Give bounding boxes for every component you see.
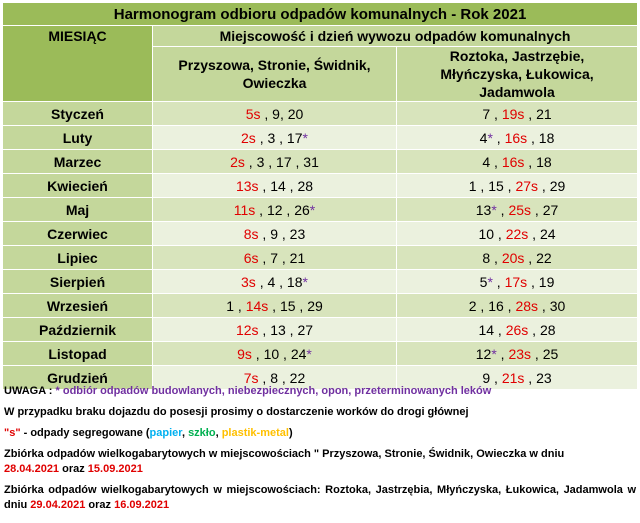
segregated-date: 11s	[233, 201, 256, 218]
group1-dates-cell	[153, 198, 397, 222]
group2-dates-cell	[397, 246, 638, 270]
date-text: 8 ,	[482, 249, 502, 266]
group2-dates-cell	[397, 102, 638, 126]
group1-dates-cell	[153, 126, 397, 150]
date-text: ,	[492, 129, 505, 146]
segregated-date: 19s	[501, 105, 525, 122]
table-row	[3, 102, 638, 126]
notes-section	[4, 384, 636, 513]
date-text: 13	[475, 201, 492, 218]
date-text: , 30	[538, 297, 566, 314]
bulky2-date1: 29.04.2021	[30, 499, 86, 511]
date-text: , 14 , 28	[258, 177, 314, 194]
segregated-date: 23s	[508, 345, 532, 362]
month-cell: Październik	[3, 318, 153, 342]
group2-dates-cell	[397, 318, 638, 342]
group1-dates-cell	[153, 318, 397, 342]
segregated-date: 22s	[505, 225, 529, 242]
date-text: , 7 , 21	[258, 249, 306, 266]
bulky1-date2: 15.09.2021	[87, 463, 143, 475]
segregated-date: 16s	[501, 153, 525, 170]
date-text: , 12 , 26	[255, 201, 310, 218]
group2-dates-cell	[397, 294, 638, 318]
segregated-date: 5s	[245, 105, 261, 122]
table-row	[3, 270, 638, 294]
date-text: 1 ,	[226, 297, 246, 314]
table-row	[3, 318, 638, 342]
special-waste-marker: *	[302, 273, 308, 290]
date-text: 5	[479, 273, 488, 290]
date-text: , 8 , 22	[258, 369, 306, 386]
special-waste-marker: *	[487, 129, 493, 146]
segregated-date: 2s	[230, 153, 245, 170]
date-text: ,	[496, 345, 509, 362]
date-text: , 21	[524, 105, 552, 122]
special-waste-marker: *	[487, 273, 493, 290]
uwaga-note	[4, 384, 636, 399]
schedule-table	[2, 2, 638, 390]
date-text: 14 ,	[478, 321, 506, 338]
uwaga-label: UWAGA :	[4, 385, 56, 397]
table-row	[3, 126, 638, 150]
date-text: , 27	[531, 201, 559, 218]
month-cell: Grudzień	[3, 366, 153, 390]
date-text: , 24	[528, 225, 556, 242]
segregated-date: 2s	[241, 129, 256, 146]
segregated-date: 12s	[235, 321, 259, 338]
special-waste-marker: *	[306, 345, 312, 362]
bulky2-text: Zbiórka odpadów wielkogabarytowych w miejscowościach: Roztoka, Jastrzębia, Młyńczyska, Łukowica, Jadamwola w dniu	[4, 484, 636, 511]
segregated-date: 13s	[235, 177, 259, 194]
separator: ,	[215, 427, 222, 439]
date-text: , 18	[524, 153, 552, 170]
table-row	[3, 150, 638, 174]
date-text: 10 ,	[478, 225, 506, 242]
places-header: Miejscowość i dzień wywozu odpadów komunalnych	[153, 26, 638, 47]
segregated-date: 20s	[501, 249, 525, 266]
date-text: , 28	[528, 321, 556, 338]
date-text: 4	[479, 129, 488, 146]
segregated-date: 26s	[505, 321, 529, 338]
date-text: , 15 , 29	[268, 297, 323, 314]
special-waste-marker: *	[302, 129, 308, 146]
date-text: , 18	[527, 129, 555, 146]
group2-dates-cell	[397, 270, 638, 294]
group2-dates-cell	[397, 222, 638, 246]
group1-header: Przyszowa, Stronie, Świdnik, Owieczka	[153, 47, 397, 102]
month-cell: Marzec	[3, 150, 153, 174]
special-waste-marker: *	[491, 345, 497, 362]
month-cell: Czerwiec	[3, 222, 153, 246]
table-row	[3, 342, 638, 366]
month-cell: Kwiecień	[3, 174, 153, 198]
group1-dates-cell	[153, 294, 397, 318]
date-text: , 4 , 18	[255, 273, 303, 290]
group2-dates-cell	[397, 126, 638, 150]
table-row	[3, 294, 638, 318]
segregated-date: 7s	[243, 369, 259, 386]
date-text: , 13 , 27	[258, 321, 314, 338]
date-text: 7 ,	[482, 105, 502, 122]
closing-paren: )	[288, 427, 293, 439]
group1-dates-cell	[153, 174, 397, 198]
segregated-date: 3s	[241, 273, 256, 290]
bulky1-and: oraz	[59, 463, 88, 475]
segregated-date: 27s	[515, 177, 539, 194]
segregated-date: 17s	[504, 273, 528, 290]
month-cell: Listopad	[3, 342, 153, 366]
paper-label: papier	[149, 427, 182, 439]
group2-header: Roztoka, Jastrzębie, Młyńczyska, Łukowica, Jadamwola	[397, 47, 638, 102]
date-text: 2 , 16 ,	[468, 297, 516, 314]
special-waste-marker: *	[491, 201, 497, 218]
bulky1-date1: 28.04.2021	[4, 463, 60, 475]
segregated-date: 28s	[515, 297, 539, 314]
date-text: 1 , 15 ,	[468, 177, 516, 194]
group1-dates-cell	[153, 150, 397, 174]
group1-dates-cell	[153, 246, 397, 270]
date-text: 9 ,	[482, 369, 502, 386]
access-note: W przypadku braku dojazdu do posesji prosimy o dostarczenie worków do drogi głównej	[4, 406, 469, 418]
segregated-date: 14s	[245, 297, 269, 314]
date-text: 4 ,	[482, 153, 502, 170]
date-text: ,	[496, 201, 509, 218]
group1-dates-cell	[153, 102, 397, 126]
segregation-s-marker: "s"	[4, 427, 21, 439]
bulky2-and: oraz	[85, 499, 115, 511]
date-text: , 19	[527, 273, 555, 290]
month-cell: Lipiec	[3, 246, 153, 270]
table-row	[3, 198, 638, 222]
month-cell: Styczeń	[3, 102, 153, 126]
separator: ,	[181, 427, 189, 439]
segregated-date: 9s	[237, 345, 252, 362]
date-text: 12	[475, 345, 492, 362]
date-text: , 9, 20	[260, 105, 304, 122]
date-text: , 10 , 24	[251, 345, 307, 362]
segregated-date: 25s	[508, 201, 532, 218]
bulky1-text: Zbiórka odpadów wielkogabarytowych w miejscowościach " Przyszowa, Stronie, Świdnik, Owieczka w dniu	[4, 448, 565, 460]
group2-dates-cell	[397, 198, 638, 222]
date-text: , 22	[524, 249, 552, 266]
plastic-label: plastik-metal	[221, 427, 289, 439]
table-title: Harmonogram odbioru odpadów komunalnych - Rok 2021	[3, 3, 638, 26]
segregated-date: 6s	[243, 249, 259, 266]
date-text: ,	[492, 273, 505, 290]
month-cell: Wrzesień	[3, 294, 153, 318]
bulky-note-2	[4, 483, 636, 513]
table-row	[3, 174, 638, 198]
table-row	[3, 222, 638, 246]
group1-dates-cell	[153, 342, 397, 366]
table-row	[3, 246, 638, 270]
schedule-rows	[3, 102, 638, 390]
month-cell: Maj	[3, 198, 153, 222]
date-text: , 3 , 17	[255, 129, 303, 146]
glass-label: szkło	[188, 427, 216, 439]
date-text: , 29	[538, 177, 566, 194]
month-column-header: MIESIĄC	[3, 26, 153, 102]
segregated-date: 8s	[243, 225, 259, 242]
date-text: , 3 , 17 , 31	[244, 153, 319, 170]
date-text: , 9 , 23	[258, 225, 306, 242]
uwaga-text: * odbiór odpadów budowlanych, niebezpiecznych, opon, przeterminowanych leków	[55, 385, 492, 397]
segregated-date: 21s	[501, 369, 525, 386]
group2-dates-cell	[397, 174, 638, 198]
date-text: , 23	[524, 369, 552, 386]
segregated-date: 16s	[504, 129, 528, 146]
special-waste-marker: *	[309, 201, 316, 218]
month-cell: Sierpień	[3, 270, 153, 294]
group2-dates-cell	[397, 342, 638, 366]
date-text: , 25	[531, 345, 559, 362]
bulky-note-1	[4, 447, 636, 477]
segregation-text: - odpady segregowane (	[20, 427, 150, 439]
group1-dates-cell	[153, 222, 397, 246]
group2-dates-cell	[397, 150, 638, 174]
bulky2-date2: 16.09.2021	[114, 499, 170, 511]
month-cell: Luty	[3, 126, 153, 150]
group1-dates-cell	[153, 270, 397, 294]
segregation-note	[4, 426, 636, 441]
